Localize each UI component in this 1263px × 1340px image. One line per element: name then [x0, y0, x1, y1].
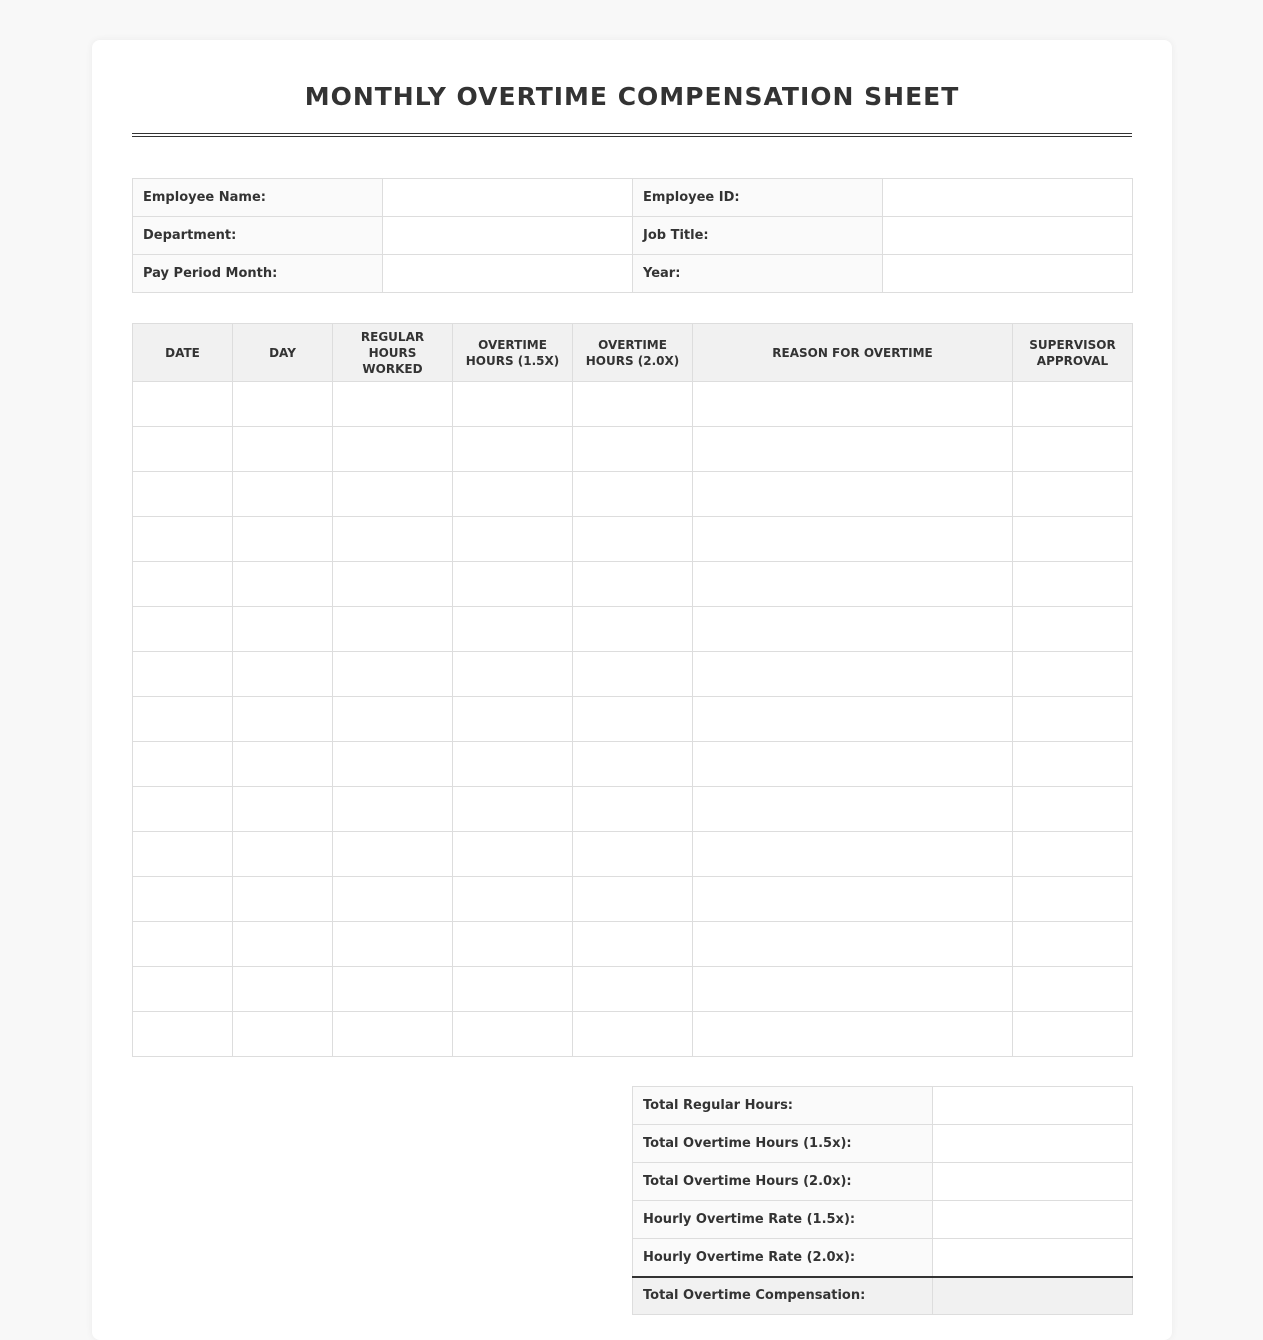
- cell-date[interactable]: [133, 922, 233, 967]
- employee-id-field[interactable]: [883, 179, 1133, 217]
- cell-day[interactable]: [233, 652, 333, 697]
- cell-day[interactable]: [233, 877, 333, 922]
- cell-date[interactable]: [133, 382, 233, 427]
- cell-supervisor-approval[interactable]: [1013, 832, 1133, 877]
- cell-supervisor-approval[interactable]: [1013, 562, 1133, 607]
- page-title: MONTHLY OVERTIME COMPENSATION SHEET: [304, 82, 960, 111]
- cell-overtime-2-0x[interactable]: [573, 787, 693, 832]
- table-row: [133, 427, 1133, 472]
- table-row: [133, 787, 1133, 832]
- job-title-field[interactable]: [883, 217, 1133, 255]
- cell-overtime-2-0x[interactable]: [573, 562, 693, 607]
- department-field[interactable]: [383, 217, 633, 255]
- cell-day[interactable]: [233, 607, 333, 652]
- cell-overtime-2-0x[interactable]: [573, 382, 693, 427]
- cell-regular-hours[interactable]: [333, 877, 453, 922]
- cell-reason[interactable]: [693, 472, 1013, 517]
- summary-row: [633, 1163, 1133, 1201]
- cell-date[interactable]: [133, 607, 233, 652]
- log-body: [133, 382, 1133, 1057]
- cell-reason[interactable]: [693, 787, 1013, 832]
- total-overtime-compensation-label: Total Overtime Compensation:: [633, 1277, 933, 1315]
- job-title-label: Job Title:: [633, 217, 883, 255]
- cell-reason[interactable]: [693, 697, 1013, 742]
- cell-day[interactable]: [233, 742, 333, 787]
- cell-date[interactable]: [133, 877, 233, 922]
- column-header-overtime-1-5x: OVERTIME HOURS (1.5X): [453, 324, 573, 382]
- cell-date[interactable]: [133, 1012, 233, 1057]
- cell-date[interactable]: [133, 787, 233, 832]
- summary-table: [632, 1086, 1133, 1315]
- cell-reason[interactable]: [693, 1012, 1013, 1057]
- pay-period-month-label: Pay Period Month:: [133, 255, 383, 293]
- column-header-regular-hours: REGULAR HOURS WORKED: [333, 324, 453, 382]
- cell-overtime-1-5x[interactable]: [453, 697, 573, 742]
- table-row: [133, 607, 1133, 652]
- column-header-overtime-2-0x: OVERTIME HOURS (2.0X): [573, 324, 693, 382]
- cell-day[interactable]: [233, 427, 333, 472]
- table-row: [133, 472, 1133, 517]
- title-divider: [132, 133, 1132, 137]
- cell-overtime-1-5x[interactable]: [453, 922, 573, 967]
- cell-supervisor-approval[interactable]: [1013, 652, 1133, 697]
- cell-overtime-2-0x[interactable]: [573, 742, 693, 787]
- cell-overtime-1-5x[interactable]: [453, 562, 573, 607]
- cell-regular-hours[interactable]: [333, 652, 453, 697]
- cell-regular-hours[interactable]: [333, 967, 453, 1012]
- cell-supervisor-approval[interactable]: [1013, 472, 1133, 517]
- cell-date[interactable]: [133, 562, 233, 607]
- cell-reason[interactable]: [693, 652, 1013, 697]
- hourly-rate-2-0x-label: Hourly Overtime Rate (2.0x):: [633, 1239, 933, 1277]
- employee-id-label: Employee ID:: [633, 179, 883, 217]
- cell-overtime-1-5x[interactable]: [453, 472, 573, 517]
- cell-day[interactable]: [233, 967, 333, 1012]
- cell-overtime-1-5x[interactable]: [453, 832, 573, 877]
- cell-overtime-1-5x[interactable]: [453, 517, 573, 562]
- table-row: [133, 922, 1133, 967]
- cell-reason[interactable]: [693, 517, 1013, 562]
- cell-reason[interactable]: [693, 607, 1013, 652]
- table-row: [133, 562, 1133, 607]
- cell-regular-hours[interactable]: [333, 787, 453, 832]
- summary-row: [633, 1125, 1133, 1163]
- cell-supervisor-approval[interactable]: [1013, 877, 1133, 922]
- cell-date[interactable]: [133, 742, 233, 787]
- overtime-log-table: [132, 323, 1133, 1057]
- cell-overtime-1-5x[interactable]: [453, 877, 573, 922]
- cell-overtime-2-0x[interactable]: [573, 832, 693, 877]
- cell-reason[interactable]: [693, 832, 1013, 877]
- column-header-date: DATE: [133, 324, 233, 382]
- cell-regular-hours[interactable]: [333, 382, 453, 427]
- table-row: [133, 652, 1133, 697]
- column-header-reason: REASON FOR OVERTIME: [693, 324, 1013, 382]
- cell-overtime-2-0x[interactable]: [573, 922, 693, 967]
- cell-overtime-2-0x[interactable]: [573, 967, 693, 1012]
- hourly-rate-1-5x-label: Hourly Overtime Rate (1.5x):: [633, 1201, 933, 1239]
- cell-regular-hours[interactable]: [333, 472, 453, 517]
- summary-row: [633, 1239, 1133, 1277]
- cell-overtime-2-0x[interactable]: [573, 877, 693, 922]
- log-header-row: [133, 324, 1133, 382]
- cell-date[interactable]: [133, 832, 233, 877]
- cell-date[interactable]: [133, 967, 233, 1012]
- department-label: Department:: [133, 217, 383, 255]
- cell-overtime-1-5x[interactable]: [453, 427, 573, 472]
- cell-date[interactable]: [133, 472, 233, 517]
- cell-reason[interactable]: [693, 877, 1013, 922]
- cell-overtime-2-0x[interactable]: [573, 607, 693, 652]
- summary-row: [633, 1087, 1133, 1125]
- total-regular-hours-field[interactable]: [933, 1087, 1133, 1125]
- cell-supervisor-approval[interactable]: [1013, 382, 1133, 427]
- table-row: [133, 382, 1133, 427]
- cell-date[interactable]: [133, 652, 233, 697]
- table-row: [133, 742, 1133, 787]
- cell-day[interactable]: [233, 832, 333, 877]
- cell-reason[interactable]: [693, 382, 1013, 427]
- table-row: [133, 877, 1133, 922]
- table-row: [133, 517, 1133, 562]
- cell-regular-hours[interactable]: [333, 922, 453, 967]
- hourly-rate-2-0x-field[interactable]: [933, 1239, 1133, 1277]
- cell-reason[interactable]: [693, 562, 1013, 607]
- table-row: [133, 697, 1133, 742]
- table-row: [133, 1012, 1133, 1057]
- cell-overtime-1-5x[interactable]: [453, 787, 573, 832]
- cell-supervisor-approval[interactable]: [1013, 697, 1133, 742]
- employee-name-label: Employee Name:: [133, 179, 383, 217]
- cell-supervisor-approval[interactable]: [1013, 427, 1133, 472]
- cell-reason[interactable]: [693, 922, 1013, 967]
- cell-day[interactable]: [233, 1012, 333, 1057]
- cell-overtime-2-0x[interactable]: [573, 652, 693, 697]
- cell-overtime-2-0x[interactable]: [573, 517, 693, 562]
- total-overtime-2-0x-label: Total Overtime Hours (2.0x):: [633, 1163, 933, 1201]
- cell-day[interactable]: [233, 472, 333, 517]
- cell-supervisor-approval[interactable]: [1013, 922, 1133, 967]
- column-header-supervisor-approval: SUPERVISOR APPROVAL: [1013, 324, 1133, 382]
- cell-regular-hours[interactable]: [333, 832, 453, 877]
- cell-supervisor-approval[interactable]: [1013, 787, 1133, 832]
- cell-overtime-1-5x[interactable]: [453, 382, 573, 427]
- cell-overtime-1-5x[interactable]: [453, 1012, 573, 1057]
- cell-supervisor-approval[interactable]: [1013, 517, 1133, 562]
- info-row: [133, 179, 1133, 217]
- cell-regular-hours[interactable]: [333, 427, 453, 472]
- total-overtime-1-5x-field[interactable]: [933, 1125, 1133, 1163]
- total-overtime-2-0x-field[interactable]: [933, 1163, 1133, 1201]
- compensation-sheet: [92, 40, 1172, 1340]
- cell-regular-hours[interactable]: [333, 742, 453, 787]
- cell-regular-hours[interactable]: [333, 1012, 453, 1057]
- table-row: [133, 832, 1133, 877]
- year-label: Year:: [633, 255, 883, 293]
- cell-day[interactable]: [233, 562, 333, 607]
- cell-overtime-2-0x[interactable]: [573, 697, 693, 742]
- cell-supervisor-approval[interactable]: [1013, 607, 1133, 652]
- info-row: [133, 217, 1133, 255]
- cell-day[interactable]: [233, 922, 333, 967]
- cell-overtime-2-0x[interactable]: [573, 1012, 693, 1057]
- cell-supervisor-approval[interactable]: [1013, 967, 1133, 1012]
- column-header-day: DAY: [233, 324, 333, 382]
- cell-day[interactable]: [233, 382, 333, 427]
- cell-date[interactable]: [133, 697, 233, 742]
- summary-row: [633, 1201, 1133, 1239]
- cell-date[interactable]: [133, 517, 233, 562]
- year-field[interactable]: [883, 255, 1133, 293]
- pay-period-month-field[interactable]: [383, 255, 633, 293]
- cell-overtime-1-5x[interactable]: [453, 607, 573, 652]
- employee-name-field[interactable]: [383, 179, 633, 217]
- table-row: [133, 967, 1133, 1012]
- cell-supervisor-approval[interactable]: [1013, 742, 1133, 787]
- employee-info-table: [132, 178, 1133, 293]
- cell-overtime-2-0x[interactable]: [573, 427, 693, 472]
- cell-overtime-1-5x[interactable]: [453, 742, 573, 787]
- total-regular-hours-label: Total Regular Hours:: [633, 1087, 933, 1125]
- cell-regular-hours[interactable]: [333, 517, 453, 562]
- total-overtime-1-5x-label: Total Overtime Hours (1.5x):: [633, 1125, 933, 1163]
- cell-supervisor-approval[interactable]: [1013, 1012, 1133, 1057]
- cell-reason[interactable]: [693, 742, 1013, 787]
- info-row: [133, 255, 1133, 293]
- cell-day[interactable]: [233, 787, 333, 832]
- hourly-rate-1-5x-field[interactable]: [933, 1201, 1133, 1239]
- cell-day[interactable]: [233, 697, 333, 742]
- cell-reason[interactable]: [693, 967, 1013, 1012]
- cell-overtime-2-0x[interactable]: [573, 472, 693, 517]
- cell-reason[interactable]: [693, 427, 1013, 472]
- cell-regular-hours[interactable]: [333, 562, 453, 607]
- cell-date[interactable]: [133, 427, 233, 472]
- cell-overtime-1-5x[interactable]: [453, 967, 573, 1012]
- cell-regular-hours[interactable]: [333, 607, 453, 652]
- cell-day[interactable]: [233, 517, 333, 562]
- cell-regular-hours[interactable]: [333, 697, 453, 742]
- cell-overtime-1-5x[interactable]: [453, 652, 573, 697]
